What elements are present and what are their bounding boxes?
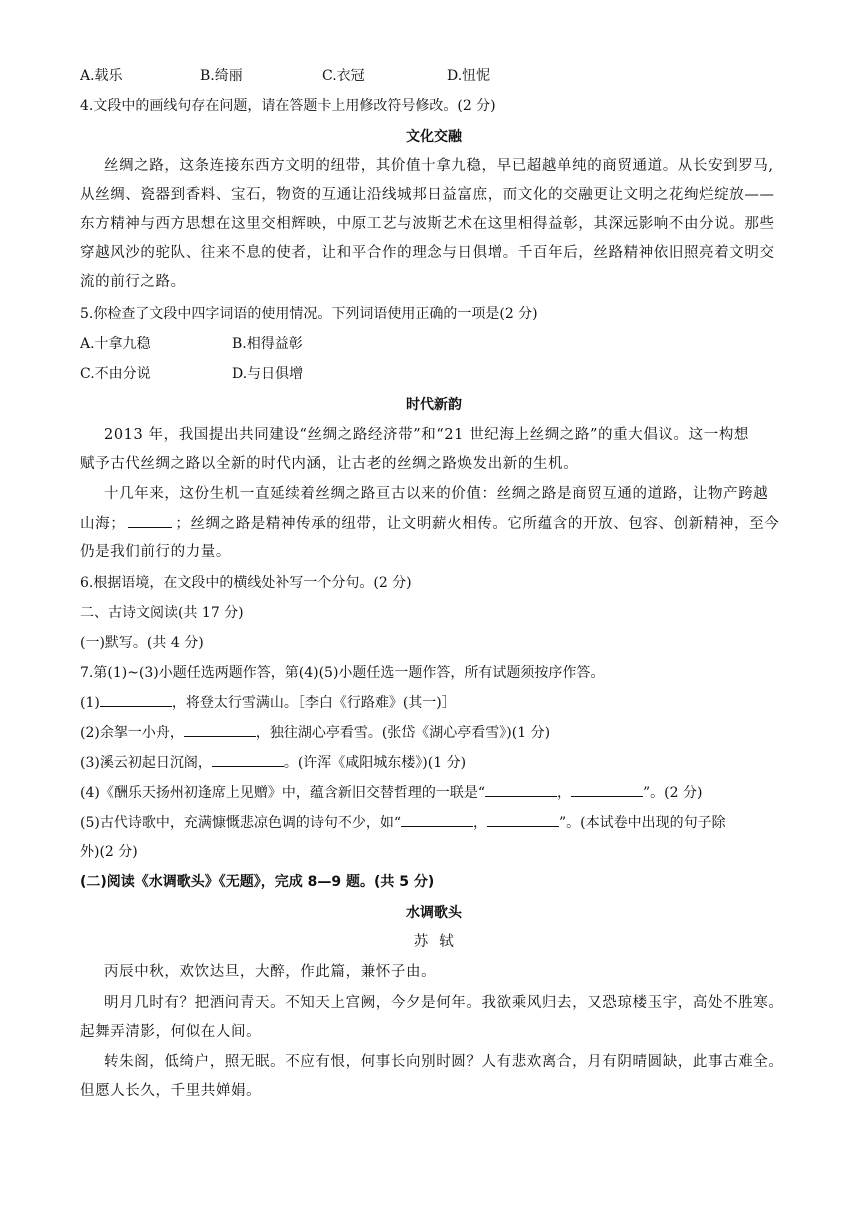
- q5-options-row-1: [80, 334, 480, 354]
- q3-option-d: D.忸怩: [447, 68, 491, 84]
- poem-stanza-2-line-1: 转朱阁，低绮户，照无眠。不应有恨，何事长向别时圆？人有悲欢离合，月有阴晴圆缺，此事古难全。: [104, 1054, 784, 1070]
- q3-option-c: C.衣冠: [322, 68, 365, 84]
- poem-author: 苏 轼: [413, 934, 455, 950]
- part-2-heading: 二、古诗文阅读(共 17 分): [80, 605, 244, 621]
- q3-option-a: A.载乐: [80, 68, 123, 84]
- new-era-para-line-1: 2013 年，我国提出共同建设“丝绸之路经济带”和“21 世纪海上丝绸之路”的重大倡议。这一构想: [104, 427, 750, 443]
- culture-para-line-4: 穿越风沙的驼队、往来不息的使者，让和平合作的理念与日俱增。千百年后，丝路精神依旧照亮着文明交: [80, 245, 775, 261]
- new-era-para-line-4: [80, 513, 779, 534]
- q7-item-5-text-c: ”。(本试卷中出现的句子除: [559, 815, 726, 831]
- culture-para-line-2: 从丝绸、瓷器到香料、宝石，物资的互通让沿线城邦日益富庶，而文化的交融更让文明之花绚烂绽放——: [80, 187, 775, 203]
- blank: [571, 782, 643, 797]
- section-title-culture: 文化交融: [406, 129, 462, 145]
- culture-para-line-1: 丝绸之路，这条连接东西方文明的纽带，其价值十拿九稳，早已超越单纯的商贸通道。从长安到罗马,: [104, 158, 774, 174]
- culture-para-line-3: 东方精神与西方思想在这里交相辉映，中原工艺与波斯艺术在这里相得益彰，其深远影响不由分说。那些: [80, 216, 775, 232]
- fill-in-blank: [128, 513, 172, 528]
- new-era-para-line-3: 十几年来，这份生机一直延续着丝绸之路亘古以来的价值：丝绸之路是商贸互通的道路，让物产跨越: [104, 486, 769, 502]
- q5-option-d: D.与日俱增: [232, 366, 304, 382]
- blank: [100, 692, 172, 707]
- new-era-line-4-end: ；丝绸之路是精神传承的纽带，让文明薪火相传。它所蕴含的开放、包容、创新精神，至今: [175, 516, 780, 532]
- blank: [212, 752, 284, 767]
- q5-options-row-2: [80, 364, 480, 384]
- new-era-line-4-start: 山海；: [80, 516, 126, 532]
- new-era-para-line-2: 赋予古代丝绸之路以全新的时代内涵，让古老的丝绸之路焕发出新的生机。: [80, 456, 579, 472]
- question-5: 5.你检查了文段中四字词语的使用情况。下列词语使用正确的一项是(2 分): [80, 306, 538, 322]
- q7-item-5-comma: ，: [473, 815, 487, 831]
- q7-item-3-text-a: (3)溪云初起日沉阁，: [80, 755, 212, 771]
- q7-item-1: [80, 692, 456, 713]
- q7-item-1-text: ，将登太行雪满山。［李白《行路难》(其一)］: [171, 695, 456, 711]
- culture-para-line-5: 流的前行之路。: [80, 274, 186, 290]
- q7-item-3: [80, 752, 466, 773]
- blank: [401, 812, 473, 827]
- question-6: 6.根据语境，在文段中的横线处补写一个分句。(2 分): [80, 575, 412, 591]
- q5-option-c: C.不由分说: [80, 366, 151, 382]
- q7-item-2-text-b: ，独往湖心亭看雪。(张岱《湖心亭看雪》)(1 分): [255, 725, 551, 741]
- q7-item-3-text-b: 。(许浑《咸阳城东楼》)(1 分): [283, 755, 467, 771]
- poem-title: 水调歌头: [406, 905, 462, 921]
- poem-stanza-1-line-1: 明月几时有？把酒问青天。不知天上宫阙，今夕是何年。我欲乘风归去，又恐琼楼玉宇，高处不胜寒。: [104, 995, 784, 1011]
- question-7: 7.第(1)~(3)小题任选两题作答，第(4)(5)小题任选一题作答，所有试题须按序作答。: [80, 665, 605, 681]
- question-4: 4.文段中的画线句存在问题，请在答题卡上用修改符号修改。(2 分): [80, 98, 496, 114]
- blank: [485, 782, 557, 797]
- q7-item-4: [80, 782, 702, 803]
- new-era-para-line-5: 仍是我们前行的力量。: [80, 544, 231, 560]
- q7-item-2: [80, 722, 550, 743]
- q7-item-4-text-c: ”。(2 分): [643, 785, 703, 801]
- q7-item-4-text-a: (4)《酬乐天扬州初逢席上见赠》中，蕴含新旧交替哲理的一联是“: [80, 785, 485, 801]
- poem-preface: 丙辰中秋，欢饮达旦，大醉，作此篇，兼怀子由。: [104, 964, 437, 980]
- q7-item-5-text-a: (5)古代诗歌中，充满慷慨悲凉色调的诗句不少，如“: [80, 815, 401, 831]
- blank: [487, 812, 559, 827]
- q3-options-row: [80, 66, 840, 86]
- q5-option-b: B.相得益彰: [232, 336, 303, 352]
- q7-item-1-label: (1): [80, 695, 100, 711]
- poem-stanza-1-line-2: 起舞弄清影，何似在人间。: [80, 1024, 262, 1040]
- q3-option-b: B.绮丽: [200, 68, 243, 84]
- part-2-subheading-2: (二)阅读《水调歌头》《无题》，完成 8—9 题。(共 5 分): [80, 874, 435, 890]
- section-title-new-era: 时代新韵: [406, 397, 462, 413]
- q7-item-4-comma: ，: [557, 785, 571, 801]
- q7-item-2-text-a: (2)余挐一小舟，: [80, 725, 184, 741]
- q7-item-5: [80, 812, 726, 833]
- poem-stanza-2-line-2: 但愿人长久，千里共婵娟。: [80, 1083, 262, 1099]
- q7-item-5-continued: 外)(2 分): [80, 844, 138, 860]
- part-2-subheading-1: (一)默写。(共 4 分): [80, 635, 204, 651]
- q5-option-a: A.十拿九稳: [80, 336, 151, 352]
- blank: [184, 722, 256, 737]
